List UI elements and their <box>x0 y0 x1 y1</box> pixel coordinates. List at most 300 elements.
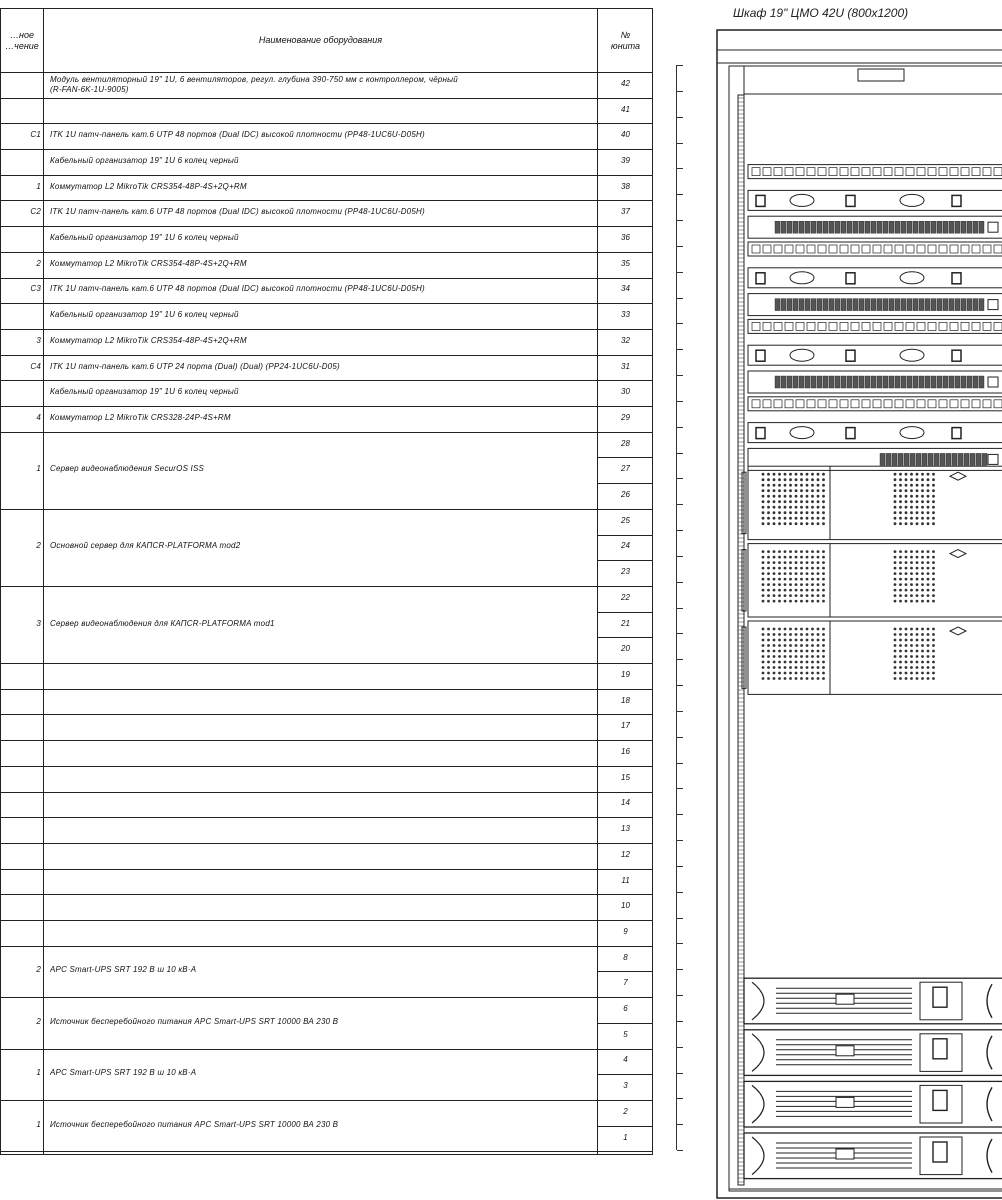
server-vent <box>784 655 787 658</box>
server-vent <box>789 572 792 575</box>
server-vent <box>932 484 935 487</box>
server-vent <box>817 583 820 586</box>
server-vent <box>811 672 814 675</box>
patch-port <box>840 322 848 330</box>
server-vent <box>806 484 809 487</box>
server-vent <box>778 655 781 658</box>
server-vent <box>916 589 919 592</box>
unit-number: 7 <box>623 978 628 988</box>
server-vent <box>784 561 787 564</box>
switch-port <box>970 453 975 465</box>
server-vent <box>927 572 930 575</box>
server-vent <box>806 578 809 581</box>
server-vent <box>806 583 809 586</box>
organizer-ring <box>952 195 961 206</box>
server-vent <box>767 522 770 525</box>
switch-port <box>913 376 918 388</box>
server-vent <box>905 517 908 520</box>
patch-port <box>939 322 947 330</box>
switch-port <box>973 299 978 311</box>
patch-port <box>807 400 815 408</box>
switch-port <box>823 221 828 233</box>
patch-port <box>939 245 947 253</box>
server-vent <box>905 661 908 664</box>
server-vent <box>910 655 913 658</box>
switch-port <box>961 376 966 388</box>
switch-port <box>877 376 882 388</box>
switch-port <box>877 221 882 233</box>
unit-number: 40 <box>621 130 630 140</box>
server-vent <box>778 672 781 675</box>
server-vent <box>773 600 776 603</box>
server-vent <box>910 644 913 647</box>
server-vent <box>789 639 792 642</box>
unit-number: 31 <box>621 361 630 371</box>
switch-port <box>853 376 858 388</box>
patch-port <box>972 245 980 253</box>
server-vent <box>817 567 820 570</box>
server-vent <box>916 506 919 509</box>
server-vent <box>822 556 825 559</box>
organizer-ring <box>952 428 961 439</box>
switch-port <box>883 299 888 311</box>
server-vent <box>932 567 935 570</box>
server-vent <box>921 506 924 509</box>
server-vent <box>806 550 809 553</box>
patch-port <box>884 322 892 330</box>
server-vent <box>773 594 776 597</box>
server-vent <box>762 644 765 647</box>
server-vent <box>899 666 902 669</box>
server-vent <box>932 578 935 581</box>
server-vent <box>932 583 935 586</box>
switch-port <box>817 376 822 388</box>
patch-port <box>840 245 848 253</box>
switch-port <box>940 453 945 465</box>
server-vent <box>778 583 781 586</box>
switch-port <box>904 453 909 465</box>
unit-number: 13 <box>621 824 630 834</box>
server-vent <box>921 572 924 575</box>
patch-port <box>829 245 837 253</box>
server-vent <box>811 567 814 570</box>
ups-right-curve <box>987 1087 992 1121</box>
server-vent <box>899 500 902 503</box>
server-vent <box>762 655 765 658</box>
server-vent <box>910 600 913 603</box>
server-vent <box>789 489 792 492</box>
server-vent <box>789 672 792 675</box>
patch-port <box>807 168 815 176</box>
server-vent <box>894 473 897 476</box>
server-vent <box>778 500 781 503</box>
server-vent <box>811 628 814 631</box>
server-vent <box>811 677 814 680</box>
server-vent <box>932 561 935 564</box>
switch-port <box>871 376 876 388</box>
server-vent <box>800 495 803 498</box>
server-vent <box>822 589 825 592</box>
ups-badge <box>836 1097 854 1107</box>
switch-port <box>919 221 924 233</box>
server-vent <box>927 567 930 570</box>
server-vent <box>773 478 776 481</box>
server-vent <box>822 506 825 509</box>
switch-port <box>859 221 864 233</box>
patch-port <box>851 400 859 408</box>
server-vent <box>767 484 770 487</box>
server-vent <box>910 677 913 680</box>
server-vent <box>795 500 798 503</box>
server-vent <box>817 644 820 647</box>
patch-port <box>961 400 969 408</box>
server-vent <box>795 655 798 658</box>
patch-port <box>983 168 991 176</box>
switch-port <box>847 299 852 311</box>
patch-port <box>818 322 826 330</box>
switch-port <box>922 453 927 465</box>
server-vent <box>773 639 776 642</box>
server-vent <box>778 556 781 559</box>
server-vent <box>927 633 930 636</box>
server-vent <box>811 666 814 669</box>
patch-port <box>829 322 837 330</box>
organizer-ring <box>790 194 814 206</box>
server-vent <box>910 594 913 597</box>
server-vent <box>762 495 765 498</box>
server-vent <box>767 628 770 631</box>
patch-port <box>873 245 881 253</box>
server-vent <box>932 600 935 603</box>
server-vent <box>767 506 770 509</box>
server-vent <box>806 672 809 675</box>
server-vent <box>762 639 765 642</box>
server-vent <box>806 650 809 653</box>
switch-port <box>919 299 924 311</box>
server-vent <box>817 572 820 575</box>
server-vent <box>916 633 919 636</box>
switch-port <box>949 376 954 388</box>
server-vent <box>894 677 897 680</box>
row-equipment-name: Коммутатор L2 MikroTik CRS328-24P-4S+RM <box>50 412 231 422</box>
patch-port <box>928 168 936 176</box>
server-vent <box>795 583 798 586</box>
rack-title: Шкаф 19" ЦМО 42U (800x1200) <box>733 6 909 20</box>
row-designation: 4 <box>36 412 41 422</box>
server-vent <box>921 578 924 581</box>
row-designation: 2 <box>36 541 41 551</box>
server-vent <box>899 600 902 603</box>
server-vent <box>905 628 908 631</box>
server-vent <box>932 628 935 631</box>
switch-port <box>775 299 780 311</box>
server-vent <box>899 572 902 575</box>
server-vent <box>811 500 814 503</box>
server-vent <box>795 572 798 575</box>
switch-port <box>946 453 951 465</box>
switch-port <box>811 221 816 233</box>
server-vent <box>905 633 908 636</box>
ups-display <box>933 1039 947 1059</box>
switch-port <box>859 299 864 311</box>
unit-number: 35 <box>621 258 630 268</box>
patch-port <box>994 322 1002 330</box>
server-vent <box>800 489 803 492</box>
server-vent <box>811 550 814 553</box>
server-vent <box>789 567 792 570</box>
server-vent <box>905 655 908 658</box>
server-vent <box>806 556 809 559</box>
server-vent <box>921 495 924 498</box>
switch-port <box>799 376 804 388</box>
server-vent <box>767 589 770 592</box>
server-vent <box>932 572 935 575</box>
server-vent <box>817 661 820 664</box>
row-designation: 1 <box>36 1119 41 1129</box>
patch-port <box>774 400 782 408</box>
server-vent <box>800 567 803 570</box>
server-vent <box>778 644 781 647</box>
server-vent <box>905 644 908 647</box>
server-vent <box>762 583 765 586</box>
server-vent <box>784 572 787 575</box>
server-vent <box>932 517 935 520</box>
switch-port <box>937 376 942 388</box>
server-vent <box>795 478 798 481</box>
switch-port <box>931 299 936 311</box>
server-vent <box>817 589 820 592</box>
server-vent <box>762 572 765 575</box>
switch-port <box>871 221 876 233</box>
server-vent <box>811 661 814 664</box>
server-vent <box>784 578 787 581</box>
server-vent <box>806 644 809 647</box>
server-vent <box>921 644 924 647</box>
switch-sfp <box>988 454 998 464</box>
server-vent <box>795 495 798 498</box>
server-vent <box>910 567 913 570</box>
switch-port <box>805 299 810 311</box>
organizer-ring <box>790 272 814 284</box>
server-vent <box>762 600 765 603</box>
switch-port <box>949 299 954 311</box>
server-vent <box>773 661 776 664</box>
server-vent <box>910 550 913 553</box>
server-vent <box>800 633 803 636</box>
server-vent <box>921 677 924 680</box>
patch-port <box>774 245 782 253</box>
row-equipment-name: APC Smart-UPS SRT 192 В ш 10 кВ·А <box>50 965 197 975</box>
server-vent <box>905 666 908 669</box>
server-vent <box>789 600 792 603</box>
row-equipment-name: ITK 1U патч-панель кат.6 UTP 48 портов (Dual IDC) высокой плотности (PP48-1UC6U-D05H) <box>50 284 425 294</box>
switch-port <box>925 299 930 311</box>
server-vent <box>932 478 935 481</box>
server-vent <box>910 495 913 498</box>
server-vent <box>767 644 770 647</box>
patch-port <box>906 400 914 408</box>
server-vent <box>910 556 913 559</box>
server-vent <box>905 578 908 581</box>
server-vent <box>784 506 787 509</box>
server-vent <box>795 578 798 581</box>
server-vent <box>795 556 798 559</box>
ups-display <box>933 1090 947 1110</box>
unit-number: 2 <box>623 1106 628 1116</box>
row-designation: C4 <box>30 361 41 371</box>
switch-port <box>961 299 966 311</box>
server-vent <box>773 484 776 487</box>
server-vent <box>806 594 809 597</box>
server-vent <box>778 572 781 575</box>
patch-port <box>983 400 991 408</box>
patch-port <box>928 400 936 408</box>
server-vent <box>899 517 902 520</box>
server-vent <box>773 655 776 658</box>
server-vent <box>811 644 814 647</box>
server-vent <box>778 478 781 481</box>
server-vent <box>817 650 820 653</box>
server-vent <box>932 522 935 525</box>
patch-port <box>763 168 771 176</box>
cable-organizer <box>748 345 1002 365</box>
server-vent <box>916 484 919 487</box>
server-vent <box>894 639 897 642</box>
organizer-ring <box>756 428 765 439</box>
server-vent <box>905 473 908 476</box>
server-vent <box>822 567 825 570</box>
row-equipment-name: Коммутатор L2 MikroTik CRS354-48P-4S+2Q+RM <box>50 335 247 345</box>
patch-port <box>763 400 771 408</box>
server-vent <box>899 655 902 658</box>
patch-port <box>752 400 760 408</box>
switch-port <box>880 453 885 465</box>
server-vent <box>795 600 798 603</box>
server-vent <box>817 561 820 564</box>
server-vent <box>800 572 803 575</box>
server-vent <box>767 561 770 564</box>
server-vent <box>762 578 765 581</box>
server-vent <box>927 594 930 597</box>
switch-port <box>919 376 924 388</box>
server-vent <box>894 600 897 603</box>
server-vent <box>894 633 897 636</box>
row-designation: C3 <box>30 284 41 294</box>
server-vent <box>800 644 803 647</box>
switch-port <box>817 221 822 233</box>
server-vent <box>916 522 919 525</box>
server-vent <box>927 661 930 664</box>
server-vent <box>784 511 787 514</box>
patch-port <box>862 245 870 253</box>
server-vent <box>806 661 809 664</box>
switch-port <box>961 221 966 233</box>
patch-port <box>917 245 925 253</box>
server-vent <box>910 672 913 675</box>
server-vent <box>905 572 908 575</box>
server-vent <box>916 517 919 520</box>
server-vent <box>806 666 809 669</box>
server-vent <box>899 506 902 509</box>
patch-port <box>884 245 892 253</box>
server-vent <box>767 550 770 553</box>
server-vent <box>921 522 924 525</box>
server-vent <box>800 661 803 664</box>
server-vent <box>822 655 825 658</box>
switch-port <box>895 221 900 233</box>
server-vent <box>784 484 787 487</box>
server-vent <box>817 517 820 520</box>
patch-port <box>994 245 1002 253</box>
server-vent <box>905 500 908 503</box>
server-vent <box>817 672 820 675</box>
server-vent <box>921 517 924 520</box>
switch-port <box>781 221 786 233</box>
server-vent <box>778 594 781 597</box>
switch-port <box>865 299 870 311</box>
ups-bezel-curve <box>752 1137 764 1175</box>
switch-port <box>799 299 804 311</box>
server-vent <box>762 517 765 520</box>
server-vent <box>822 677 825 680</box>
switch-port <box>841 376 846 388</box>
server-vent <box>894 550 897 553</box>
server-led <box>950 627 966 635</box>
switch-port <box>907 221 912 233</box>
server-vent <box>789 517 792 520</box>
server-vent <box>899 522 902 525</box>
server-vent <box>789 550 792 553</box>
unit-number: 6 <box>623 1004 628 1014</box>
server-vent <box>927 517 930 520</box>
server-vent <box>822 561 825 564</box>
server-vent <box>784 600 787 603</box>
server-vent <box>894 489 897 492</box>
server-vent <box>795 473 798 476</box>
patch-port <box>829 400 837 408</box>
server-vent <box>800 500 803 503</box>
server-vent <box>927 489 930 492</box>
unit-number: 1 <box>623 1132 628 1142</box>
patch-port <box>752 322 760 330</box>
server-vent <box>817 633 820 636</box>
server-vent <box>778 561 781 564</box>
patch-port <box>829 168 837 176</box>
switch-port <box>973 221 978 233</box>
row-designation: 1 <box>36 464 41 474</box>
patch-port <box>818 245 826 253</box>
server-vent <box>795 672 798 675</box>
server-vent <box>817 594 820 597</box>
server-vent <box>773 522 776 525</box>
server-vent <box>800 600 803 603</box>
unit-number: 22 <box>621 592 630 602</box>
server-vent <box>899 511 902 514</box>
server-vent <box>894 572 897 575</box>
switch-port <box>823 376 828 388</box>
server-vent <box>800 561 803 564</box>
unit-number: 25 <box>621 515 630 525</box>
server-led <box>950 472 966 480</box>
unit-number: 12 <box>621 849 630 859</box>
server-vent <box>927 522 930 525</box>
server-vent <box>905 650 908 653</box>
server-vent <box>784 589 787 592</box>
server-vent <box>927 655 930 658</box>
switch-port <box>916 453 921 465</box>
switch-port <box>901 221 906 233</box>
switch-port <box>859 376 864 388</box>
